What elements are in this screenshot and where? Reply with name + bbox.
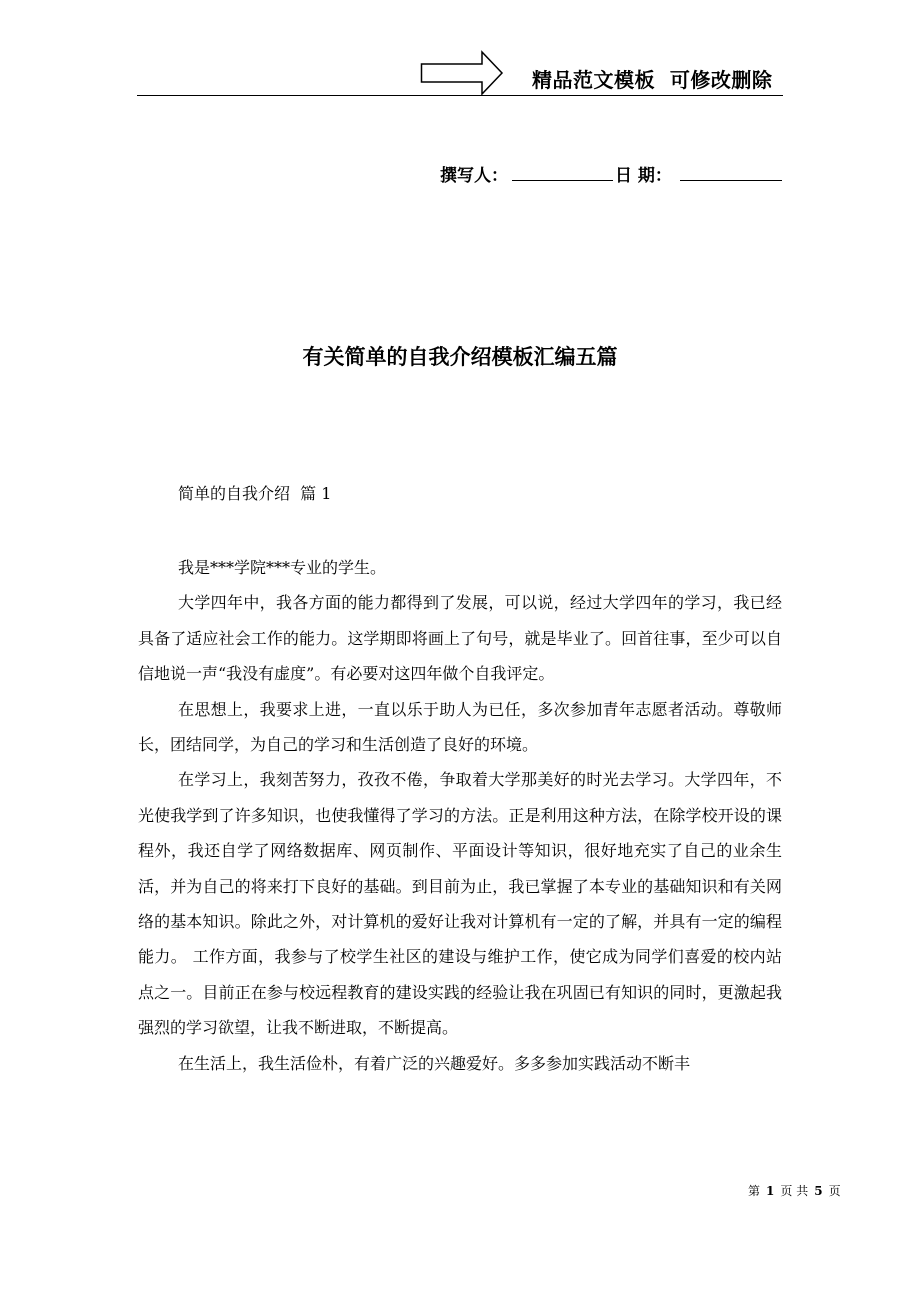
author-field[interactable] [512, 180, 613, 181]
header-rule [137, 95, 783, 96]
author-date-line [440, 161, 783, 185]
document-title: 有关简单的自我介绍模板汇编五篇 [302, 345, 618, 369]
date-label: 日 期： [615, 166, 672, 186]
author-label: 撰写人： [440, 166, 508, 186]
paragraph: 我是***学院***专业的学生。 [178, 558, 387, 577]
header-label: 精品范文模板 可修改删除 [532, 68, 773, 92]
footer-current-page: 1 [766, 1184, 775, 1198]
arrow-icon [420, 50, 504, 96]
paragraph: 大学四年中，我各方面的能力都得到了发展，可以说，经过大学四年的学习，我已经具备了适应社会工作的能力。这学期即将画上了句号，就是毕业了。回首往事，至少可以自信地说一声“我没有虚度”。有必要对这四年做个自我评定。 [138, 593, 782, 684]
footer-total-pages: 5 [814, 1184, 823, 1198]
footer-suffix: 页 [828, 1184, 841, 1198]
footer-mid: 页 共 [780, 1184, 809, 1198]
date-field[interactable] [680, 180, 782, 181]
body-text [138, 550, 782, 1081]
paragraph: 在生活上，我生活俭朴，有着广泛的兴趣爱好。多多参加实践活动不断丰 [178, 1053, 691, 1073]
paragraph: 在思想上，我要求上进，一直以乐于助人为已任，多次参加青年志愿者活动。尊敬师长，团结同学，为自己的学习和生活创造了良好的环境。 [138, 699, 782, 755]
footer-prefix: 第 [748, 1184, 761, 1198]
section-heading: 简单的自我介绍 篇 1 [178, 484, 332, 503]
page-footer [748, 1182, 841, 1199]
paragraph: 在学习上，我刻苦努力，孜孜不倦，争取着大学那美好的时光去学习。大学四年，不光使我学到了许多知识，也使我懂得了学习的方法。正是利用这种方法，在除学校开设的课程外，我还自学了网络数据库、网页制作、平面设计等知识，很好地充实了自己的业余生活，并为自己的将来打下良好的基础。到目前为止，我已掌握了本专业的基础知识和有关网络的基本知识。除此之外，对计算机的爱好让我对计算机有一定的了解，并具有一定的编程能力。 工作方面，我参与了校学生社区的建设与维护工作，使它成为同学们喜爱的校内站点之一。目前正在参与校远程教育的建设实践的经验让我在巩固已有知识的同时，更激起我强烈的学习欲望，让我不断进取，不断提高。 [138, 770, 782, 1038]
